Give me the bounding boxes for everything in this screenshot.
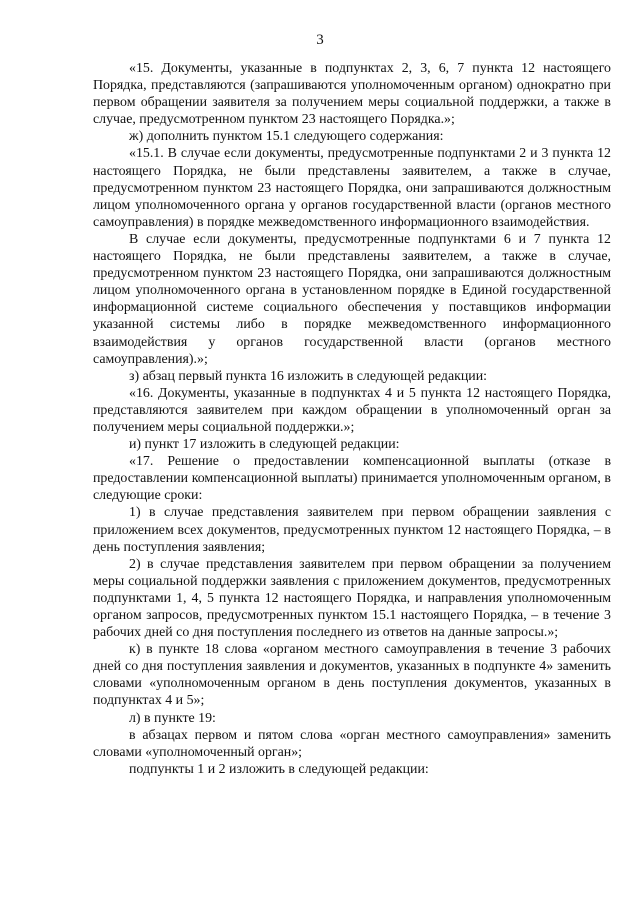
paragraph-17-item-1: 1) в случае представления заявителем при первом обращении заявления с приложением всех документов, предусмотренных пунктом 12 настоящего Порядка, – в день поступления заявления; [93, 505, 611, 555]
paragraph-16: «16. Документы, указанные в подпунктах 4 и 5 пункта 12 настоящего Порядка, представляются заявителем при каждом обращении в уполномоченный орган за получением меры социальной поддержки.»; [93, 385, 611, 435]
paragraph-z: з) абзац первый пункта 16 изложить в следующей редакции: [129, 368, 488, 384]
paragraph-l-item-1: в абзацах первом и пятом слова «орган местного самоуправления» заменить словами «уполномоченный орган»; [93, 727, 611, 760]
paragraph-17: «17. Решение о предоставлении компенсационной выплаты (отказе в предоставлении компенсационной выплаты) принимается уполномоченным органом, в следующие сроки: [93, 454, 611, 504]
paragraph-15: «15. Документы, указанные в подпунктах 2, 3, 6, 7 пункта 12 настоящего Порядка, представляются (запрашиваются уполномоченным органом) однократно при первом обращении заявителя за получением меры социальной поддержки, а также в случае, предусмотренном пунктом 23 настоящего Порядка.»; [93, 61, 611, 128]
paragraph-l-item-2: подпункты 1 и 2 изложить в следующей редакции: [129, 761, 429, 777]
document-body [93, 60, 611, 778]
paragraph-17-item-2: 2) в случае представления заявителем при первом обращении за получением меры социальной поддержки заявления с приложением документов, предусмотренных подпунктами 1, 4, 5 пункта 12 настоящего Порядка, и направления уполномоченным органом запросов, предусмотренных пунктом 15.1 настоящего Порядка, – в течение 3 рабочих дней со дня поступления последнего из ответов на данные запросы.»; [93, 556, 611, 641]
paragraph-zh: ж) дополнить пунктом 15.1 следующего содержания: [129, 129, 444, 145]
paragraph-l: л) в пункте 19: [129, 710, 216, 726]
paragraph-15-1-part-2: В случае если документы, предусмотренные подпунктами 6 и 7 пункта 12 настоящего Порядка, не были представлены заявителем, а также в случае, предусмотренном пунктом 23 настоящего Порядка, они запрашиваются должностным лицом уполномоченного органа в установленном порядке в Единой государственной информационной системе социального обеспечения у поставщиков информации указанной системы либо в порядке межведомственного информационного взаимодействия у органов государственной власти (органов местного самоуправления).»; [93, 231, 611, 367]
page-number: 3 [316, 32, 324, 48]
paragraph-15-1: «15.1. В случае если документы, предусмотренные подпунктами 2 и 3 пункта 12 настоящего Порядка, не были представлены заявителем, а также в случае, предусмотренном пунктом 23 настоящего Порядка, они запрашиваются должностным лицом уполномоченного органа у органов государственной власти (органов местного самоуправления) в порядке межведомственного информационного взаимодействия. [93, 146, 611, 230]
paragraph-k: к) в пункте 18 слова «органом местного самоуправления в течение 3 рабочих дней со дня поступления заявления и документов, указанных в подпункте 4» заменить словами «уполномоченным органом в день поступления документов, указанных в подпунктах 4 и 5»; [93, 642, 611, 709]
paragraph-i: и) пункт 17 изложить в следующей редакции: [129, 437, 400, 453]
